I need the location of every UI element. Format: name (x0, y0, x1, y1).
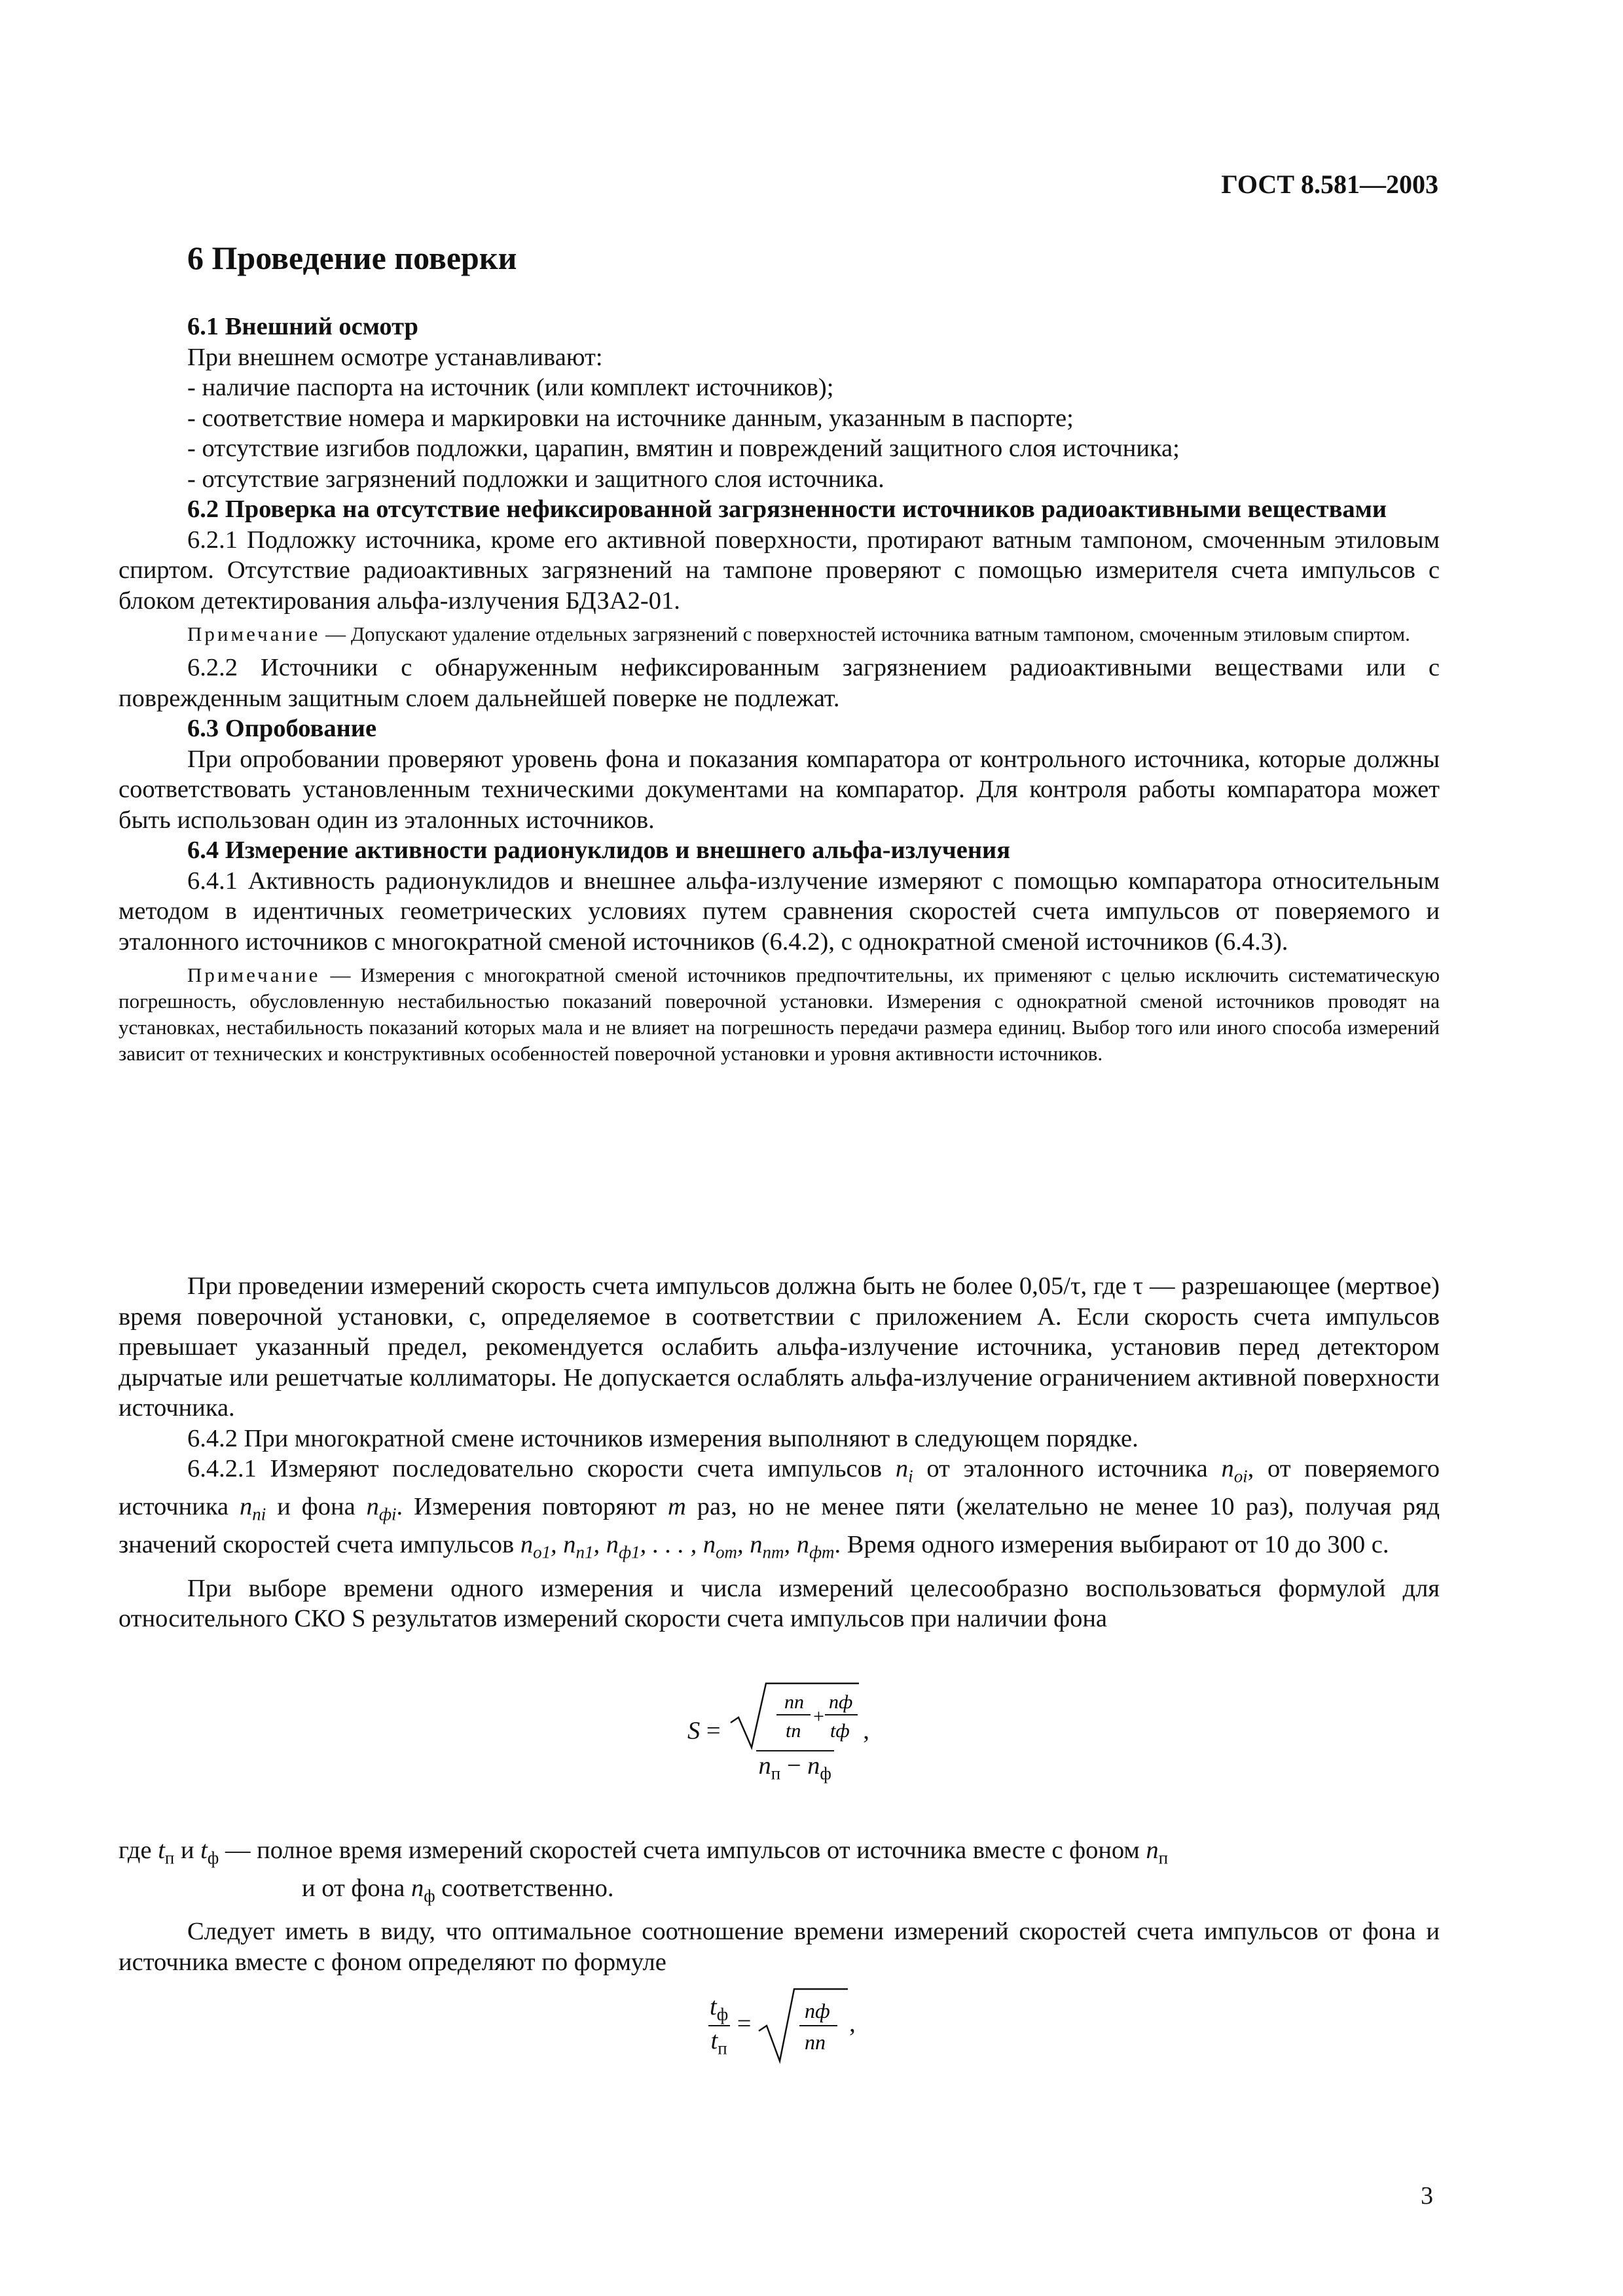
s61-item: - отсутствие изгибов подложки, царапин, вмятин и повреждений защитного слоя источника; (187, 435, 1180, 462)
page-number: 3 (1421, 2182, 1433, 2210)
svg-text:tп: tп (786, 1720, 801, 1742)
paragraph-6-4-2: 6.4.2 При многократной смене источников измерения выполняют в следующем порядке. (187, 1424, 1139, 1452)
section-title: 6 Проведение поверки (187, 240, 517, 276)
s61-item: - наличие паспорта на источник (или комплект источников); (187, 374, 834, 401)
svg-text:nп: nп (805, 2030, 826, 2054)
svg-text:nп: nп (784, 1691, 805, 1713)
note-text: — Допускают удаление отдельных загрязнений с поверхностей источника ватным тампоном, смоченным этиловым спиртом. (320, 622, 1410, 645)
subsection-6-1-title: 6.1 Внешний осмотр (187, 313, 418, 340)
formula-time-ratio: $\frac{t_ф}{t_п}$ = nф nп , (707, 1986, 856, 2065)
document-header: ГОСТ 8.581—2003 (1221, 170, 1438, 199)
paragraph-6-2-2: 6.2.2 Источники с обнаруженным нефиксированным загрязнением радиоактивными веществами или с поврежденным защитным слоем дальнейшей поверке не подлежат. (119, 654, 1440, 712)
svg-text:tф: tф (830, 1720, 850, 1742)
body-text-lower (119, 1271, 1440, 1634)
s61-item: - соответствие номера и маркировки на источнике данным, указанным в паспорте; (187, 404, 1074, 432)
note-6-2 (119, 621, 1440, 647)
subsection-6-2-title: 6.2 Проверка на отсутствие нефиксированной загрязненности источников радиоактивными веществами (187, 495, 1387, 523)
paragraph-time-choice: При выборе времени одного измерения и числа измерений целесообразно воспользоваться формулой для относительного СКО S результатов измерений скорости счета импульсов при наличии фона (119, 1574, 1440, 1633)
paragraph-6-4-1: 6.4.1 Активность радионуклидов и внешнее альфа-излучение измеряют с помощью компаратора относительным методом в идентичных геометрических условиях путем сравнения скоростей счета импульсов от поверяемого и эталонного источников с многократной сменой источников (6.4.2), с однократной сменой источников (6.4.3). (119, 867, 1440, 956)
s61-intro: При внешнем осмотре устанавливают: (187, 343, 603, 371)
svg-text:nф: nф (829, 1691, 853, 1713)
formula-where-clause: где $t_п$ и $t_ф$ — полное время измерений скоростей счета импульсов от источника вместе с фоном $n_п$ и от фона $n_ф$ соответственно. Следует иметь в виду, что оптимальное соотношение времени измерений скоростей счета импульсов от фона и источника вместе с фоном определяют по формуле (119, 1835, 1440, 1977)
note-label: Примечание (187, 963, 321, 986)
body-text-upper (119, 312, 1440, 1067)
formula-s: S = nп tп + nф tф $n_п - n_ф$ , (687, 1682, 869, 1784)
svg-text:nф: nф (805, 1999, 830, 2022)
svg-text:+: + (813, 1706, 825, 1727)
note-6-4 (119, 962, 1440, 1067)
note-label: Примечание (187, 622, 321, 645)
paragraph-6-4-2-1: 6.4.2.1 Измеряют последовательно скорости счета импульсов $n_i$ от эталонного источника $n_{oi}$, от поверяемого источника $n_{пi}$ и фона $n_{фi}$. Измерения повторяют m раз, но не менее пяти (желательно не менее 10 раз), получая ряд значений скоростей счета импульсов $n_{о1}$, $n_{п1}$, $n_{ф1}$, . . . , $n_{оm}$, $n_{пm}$, $n_{фm}$. Время одного измерения выбирают от 10 до 300 с. (119, 1455, 1440, 1563)
subsection-6-4-title: 6.4 Измерение активности радионуклидов и внешнего альфа-излучения (187, 836, 1011, 864)
paragraph-6-3: При опробовании проверяют уровень фона и показания компаратора от контрольного источника, которые должны соответствовать установленным техническими документами на компаратор. Для контроля работы компаратора может быть использован один из эталонных источников. (119, 745, 1440, 834)
paragraph-6-2-1: 6.2.1 Подложку источника, кроме его активной поверхности, протирают ватным тампоном, смоченным этиловым спиртом. Отсутствие радиоактивных загрязнений на тампоне проверяют с помощью измерителя счета импульсов с блоком детектирования альфа-излучения БДЗА2-01. (119, 526, 1440, 615)
note-text: — Измерения с многократной сменой источников предпочтительны, их применяют с целью исключить систематическую погрешность, обусловленную нестабильностью показаний поверочной установки. Измерения с однократной сменой источников проводят на установках, нестабильность показаний которых мала и не влияет на погрешность передачи размера единиц. Выбор того или иного способа измерений зависит от технических и конструктивных особенностей поверочной установки и уровня активности источников. (119, 963, 1440, 1065)
s61-item: - отсутствие загрязнений подложки и защитного слоя источника. (187, 465, 884, 493)
paragraph-count-rate: При проведении измерений скорость счета импульсов должна быть не более 0,05/τ, где τ — разрешающее (мертвое) время поверочной установки, с, определяемое в соответствии с приложением А. Если скорость счета импульсов превышает указанный предел, рекомендуется ослабить альфа-излучение источника, установив перед детектором дырчатые или решетчатые коллиматоры. Не допускается ослаблять альфа-излучение ограничением активной поверхности источника. (119, 1272, 1440, 1422)
subsection-6-3-title: 6.3 Опробование (187, 715, 377, 742)
paragraph-optimal-ratio: Следует иметь в виду, что оптимальное соотношение времени измерений скоростей счета импульсов от фона и источника вместе с фоном определяют по формуле (119, 1918, 1440, 1976)
